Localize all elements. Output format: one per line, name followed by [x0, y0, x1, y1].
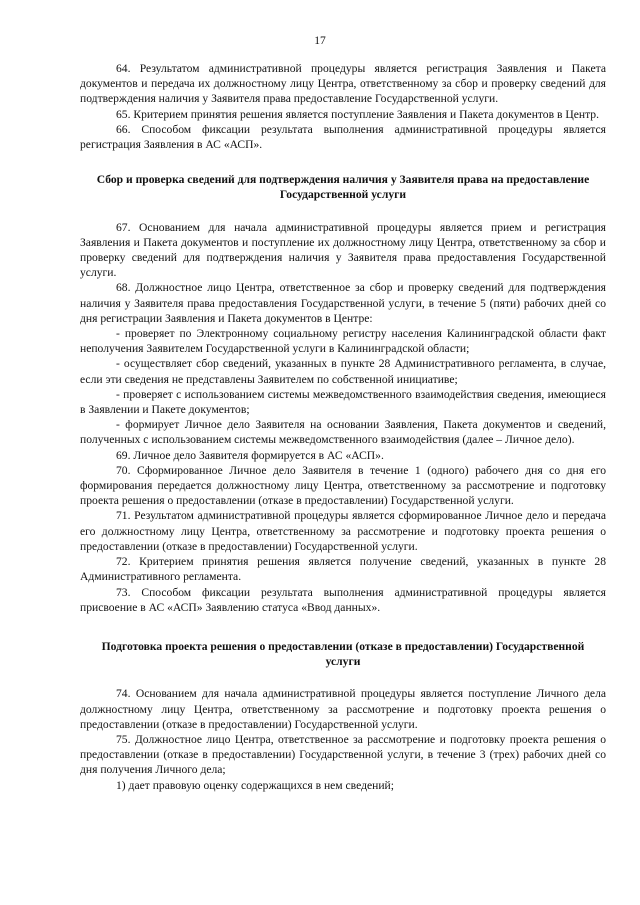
paragraph-68: 68. Должностное лицо Центра, ответственное за сбор и проверку сведений для подтверждения наличия у Заявителя права предоставления Государственной услуги, в течение 5 (пяти) рабочих дней со дня регистрации Заявления и Пакета документов в Центре: — [80, 281, 606, 325]
page-number: 17 — [314, 34, 326, 47]
paragraph-69: 69. Личное дело Заявителя формируется в АС «АСП». — [116, 448, 384, 462]
paragraph-65: 65. Критерием принятия решения является поступление Заявления и Пакета документов в Центр. — [116, 107, 599, 121]
list-item-form-file: - формирует Личное дело Заявителя на основании Заявления, Пакета документов и сведений, полученных с использованием системы межведомственного взаимодействия (далее – Личное дело). — [80, 418, 606, 447]
paragraph-71: 71. Результатом административной процедуры является сформированное Личное дело и передача его должностному лицу Центра, ответственному за рассмотрение и подготовку проекта решения о предоставлении (отказе в предоставлении) Государственной услуги. — [80, 509, 606, 553]
paragraph-66: 66. Способом фиксации результата выполнения административной процедуры является регистрация Заявления в АС «АСП». — [80, 122, 606, 152]
paragraph-73: 73. Способом фиксации результата выполнения административной процедуры является присвоение в АС «АСП» Заявлению статуса «Ввод данных». — [80, 585, 606, 614]
document-body — [80, 61, 606, 793]
paragraph-72: 72. Критерием принятия решения является получение сведений, указанных в пункте 28 Административного регламента. — [80, 555, 606, 584]
paragraph-74: 74. Основанием для начала административной процедуры является поступление Личного дела должностному лицу Центра, ответственному за рассмотрение и подготовку проекта решения о предоставлении (отказе в предоставлении) Государственной услуги. — [80, 687, 606, 731]
list-item-verify-info: - проверяет с использованием системы межведомственного взаимодействия сведения, имеющиеся в Заявлении и Пакете документов; — [80, 387, 606, 417]
list-item-collect-info: - осуществляет сбор сведений, указанных в пункте 28 Административного регламента, в случае, если эти сведения не представлены Заявителем по собственной инициативе; — [80, 357, 606, 386]
paragraph-67: 67. Основанием для начала административной процедуры является прием и регистрация Заявления и Пакета документов и поступление их должностному лицу Центра, ответственному за сбор и проверку сведений для подтверждения наличия у Заявителя права предоставления Государственной услуги. — [80, 220, 606, 280]
section-heading-collection: Сбор и проверка сведений для подтверждения наличия у Заявителя права на предоставление Государственной услуги — [96, 173, 590, 202]
list-item-legal-assessment: 1) дает правовую оценку содержащихся в нем сведений; — [116, 778, 394, 792]
paragraph-70: 70. Сформированное Личное дело Заявителя в течение 1 (одного) рабочего дня со дня его формирования передается должностному лицу Центра, ответственному за рассмотрение и подготовку проекта решения о предоставлении (отказе в предоставлении) Государственной услуги. — [80, 463, 606, 508]
paragraph-75: 75. Должностное лицо Центра, ответственное за рассмотрение и подготовку проекта решения о предоставлении (отказе в предоставлении) Государственной услуги, в течение 3 (трех) рабочих дней со дня получения Личного дела; — [80, 732, 606, 777]
paragraph-64: 64. Результатом административной процедуры является регистрация Заявления и Пакета документов и передача их должностному лицу Центра, ответственному за сбор и проверку сведений для подтверждения наличия у Заявителя права предоставление Государственной услуги. — [80, 62, 606, 106]
list-item-check-register: - проверяет по Электронному социальному регистру населения Калининградской области факт неполучения Заявителем Государственной услуги в Калининградской области; — [80, 327, 606, 356]
section-heading-decision: Подготовка проекта решения о предоставлении (отказе в предоставлении) Государственной услуги — [101, 639, 585, 669]
